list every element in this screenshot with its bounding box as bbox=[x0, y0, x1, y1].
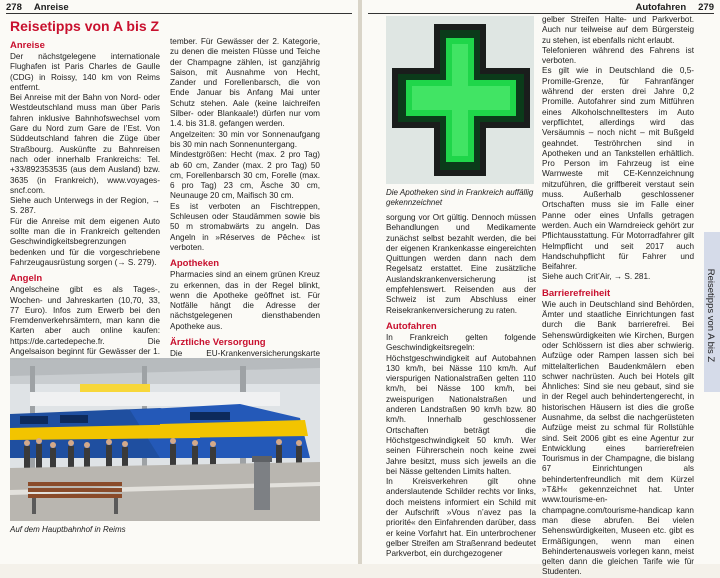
right-column-1 bbox=[386, 213, 536, 560]
paragraph: Für die Anreise mit dem eigenen Auto sollte man die in Frankreich geltenden Geschwindigkeitsbegrenzungen bedenken und für die vorgeschriebene Fahrzeugausrüstung sorgen (→ S. 279). bbox=[10, 216, 160, 267]
right-head-rule bbox=[368, 13, 714, 14]
paragraph: Angelscheine gibt es als Tages-, Wochen- und Jahreskarten (10,70, 33, 77 Euro). Infos zum Erwerb bei den Fremdenverkehrsämtern, man kann die Karten aber auch online kaufen: https://de.cartedepeche.fr. Die Angelsaison beginnt für Gewässer der 1. bbox=[10, 285, 160, 357]
right-running-head bbox=[362, 0, 720, 14]
section-heading-autofahren: Autofahren bbox=[386, 320, 437, 332]
paragraph: gelber Streifen Halte- und Parkverbot. Auch nur teilweise auf dem Bürgersteig zu stehen, ist ebenfalls nicht erlaubt. bbox=[542, 15, 694, 45]
section-heading-anreise: Anreise bbox=[10, 40, 45, 51]
paragraph: Telefonieren während des Fahrens ist verboten. bbox=[542, 45, 694, 66]
chapter-side-tab-label: Reisetipps von A bis Z bbox=[705, 268, 717, 362]
paragraph: Pharmacies sind an einem grünen Kreuz zu erkennen, das in der Regel blinkt, wenn die Apotheke geöffnet ist. Für Notfälle hängt die Adresse der nächstgelegenen diensthabenden Apotheke aus. bbox=[170, 270, 320, 331]
left-running-head bbox=[0, 0, 358, 14]
paragraph: Angelzeiten: 30 min vor Sonnenaufgang bis 30 min nach Sonnenuntergang. bbox=[170, 129, 320, 149]
paragraph: In Kreisverkehren gilt ohne anderslautende Schilder rechts vor links, doch meistens informiert ein Schild mit der Aufschrift »Vous n’avez pas la priorité« den Einfahrenden darüber, dass er keine Vorfahrt hat. Ein unterbrochener gelber Streifen am Straßenrand bedeutet Parkverbot, ein durchgezogener bbox=[386, 477, 536, 559]
left-running-title: Anreise bbox=[33, 1, 69, 13]
right-column-2 bbox=[542, 15, 694, 578]
section-heading-aerztliche-versorgung: Ärztliche Versorgung bbox=[170, 337, 266, 349]
left-column-2 bbox=[170, 37, 320, 380]
paragraph: Bei Anreise mit der Bahn von Nord- oder Westdeutschland muss man über Paris fahren inklusive Bahnhofswechsel vom Gare du Nord zum Gare de l’Est. Von Süddeutschland fahren die Züge über Straßbourg. Auskünfte zu Bahnreisen nach oder innerhalb Frankreichs: Tel. +33/892353535 (aus dem Ausland) bzw. 3635 (in Frankreich), www.voyages-sncf.com. bbox=[10, 93, 160, 195]
section-heading-barrierefreiheit: Barrierefreiheit bbox=[542, 287, 611, 299]
paragraph: Mindestgrößen: Hecht (max. 2 pro Tag) ab 60 cm, Zander (max. 2 pro Tag) 50 cm, Forellenbarsch 30 cm, Forelle (max. 6 pro Tag) 23 cm, Äsche 30 cm, Neunauge 20 cm, Maifisch 30 cm. bbox=[170, 150, 320, 201]
station-photo bbox=[10, 358, 320, 521]
paragraph: Siehe auch Unterwegs in der Region, → S. 287. bbox=[10, 196, 160, 216]
paragraph: Siehe auch Crit’Air, → S. 281. bbox=[542, 272, 651, 282]
paragraph: Der nächstgelegene internationale Flughafen ist Paris Charles de Gaulle (CDG) in Roissy, 140 km von Reims entfernt. bbox=[10, 52, 160, 92]
pharmacy-cross-icon bbox=[386, 16, 534, 184]
right-running-title: Autofahren bbox=[635, 1, 687, 13]
left-head-rule bbox=[6, 13, 352, 14]
left-page-number: 278 bbox=[6, 1, 22, 13]
left-column-1 bbox=[10, 37, 160, 388]
paragraph: Es gilt wie in Deutschland die 0,5-Promille-Grenze, für Fahranfänger während der ersten drei Jahre 0,2 Promille. Autofahrer sind zum Mitführen eines Alkoholschnelltesters im Auto verpflichtet, allerdings wird das Versäumnis – noch nicht – mit Bußgeld geahndet. Teströhrchen sind in Apotheken und an Tankstellen erhältlich. Pro Person im Fahrzeug ist eine Warnweste mit CE-Kennzeichnung mitzuführen, die griffbereit verstaut sein muss. Außerhalb geschlossener Ortschaften muss sie im Falle einer Panne oder eines Unfalls getragen werden. Auch ein Warndreieck gehört zur Pflichtausstattung. Für Motorradfahrer gilt Helmpflicht und seit 2017 auch Handschuhpflicht für Fahrer und Beifahrer. bbox=[542, 66, 694, 272]
station-photo-illustration bbox=[10, 358, 320, 521]
paragraph: Die EU-Krankenversicherungskarte bbox=[170, 349, 320, 359]
left-page bbox=[0, 0, 358, 564]
paragraph: tember. Für Gewässer der 2. Kategorie, zu denen die meisten Flüsse und Teiche der Champagne zählen, ist ganzjährig Saison, mit Ausnahme von Hecht, Zander und Forellenbarsch, die von Ende Januar bis Anfang Mai unter Schutz stehen. Aale (keine laichreifen Silber- oder Blankaale!) dürfen nur vom 1.4. bis 31.8. gefangen werden. bbox=[170, 37, 320, 129]
right-page bbox=[362, 0, 720, 577]
pharmacy-cross-photo bbox=[386, 16, 534, 184]
paragraph: Es ist verboten an Fischtreppen, Schleusen oder Staudämmen sowie bis 50 m stromabwärts zu angeln. Das Angeln in »Réserves de Pêche« ist verboten. bbox=[170, 201, 320, 252]
paragraph: In Frankreich gelten folgende Geschwindigkeitsregeln: Höchstgeschwindigkeit auf Autobahnen 130 km/h, bei Nässe 110 km/h. Auf vierspurigen Nationalstraßen gelten 110 km/h, bei Nässe 100 km/h, bei zweispurigen Nationalstraßen und anderen Landstraßen 90 km/h bzw. 80 km/h. Innerhalb geschlossener Ortschaften beträgt die Höchstgeschwindigkeit 50 km/h. Wer seinen Führerschein noch keine zwei Jahre besitzt, muss sich jeweils an die bei Nässe geltenden Limits halten. bbox=[386, 332, 536, 476]
pharmacy-photo-caption: Die Apotheken sind in Frankreich auffällig gekennzeichnet bbox=[386, 188, 534, 207]
section-heading-apotheken: Apotheken bbox=[170, 258, 220, 270]
right-page-number: 279 bbox=[698, 1, 714, 13]
chapter-title: Reisetipps von A bis Z bbox=[10, 18, 160, 34]
section-heading-angeln: Angeln bbox=[10, 273, 43, 285]
paragraph: sorgung vor Ort gültig. Dennoch müssen Behandlungen und Medikamente zunächst selbst bezahlt werden, die bei der eigenen Krankenkasse eingereichten Quittungen werden dann nach dem Regelsatz erstattet. Eine zusätzliche Auslandskrankenversicherung ist empfehlenswert. Reisenden aus der Schweiz ist zum Abschluss einer Reisekrankenversicherung zu raten. bbox=[386, 213, 536, 315]
paragraph: Wie auch in Deutschland sind Behörden, Ämter und staatliche Einrichtungen fast durch die Bank barrierefrei. Bei Sehenswürdigkeiten wie Kirchen, Burgen oder Schlössern ist dies aber schwierig. Aufzüge oder Rampen lassen sich bei mittelalterlichen Baudenkmälern eben schwer nachrüsten. Auch bei Hotels gilt Ähnliches: Sind sie neu gebaut, sind sie in der Regel auch behindertengerecht, in historischen Häusern ist dies die große Ausnahme, da selbst die nachgerüsteten Aufzüge meist zu schmal für Rollstühle sind. Seit 2006 gibt es eine Agentur zur Entwicklung eines barrierefreien Tourismus in der Champagne, die bislang 67 Einrichtungen als behindertenfreundlich mit dem Kürzel »T&H« gekennzeichnet hat. Unter www.tourisme-en-champagne.com/tourisme-handicap kann man diese abrufen. Bei vielen Sehenswürdigkeiten, Museen etc. gibt es Ermäßigungen, wenn man einen Behindertenausweis vorlegen kann, meist gelten dann die gleichen Tarife wie für Studenten. bbox=[542, 299, 694, 577]
station-photo-caption: Auf dem Hauptbahnhof in Reims bbox=[10, 525, 126, 534]
